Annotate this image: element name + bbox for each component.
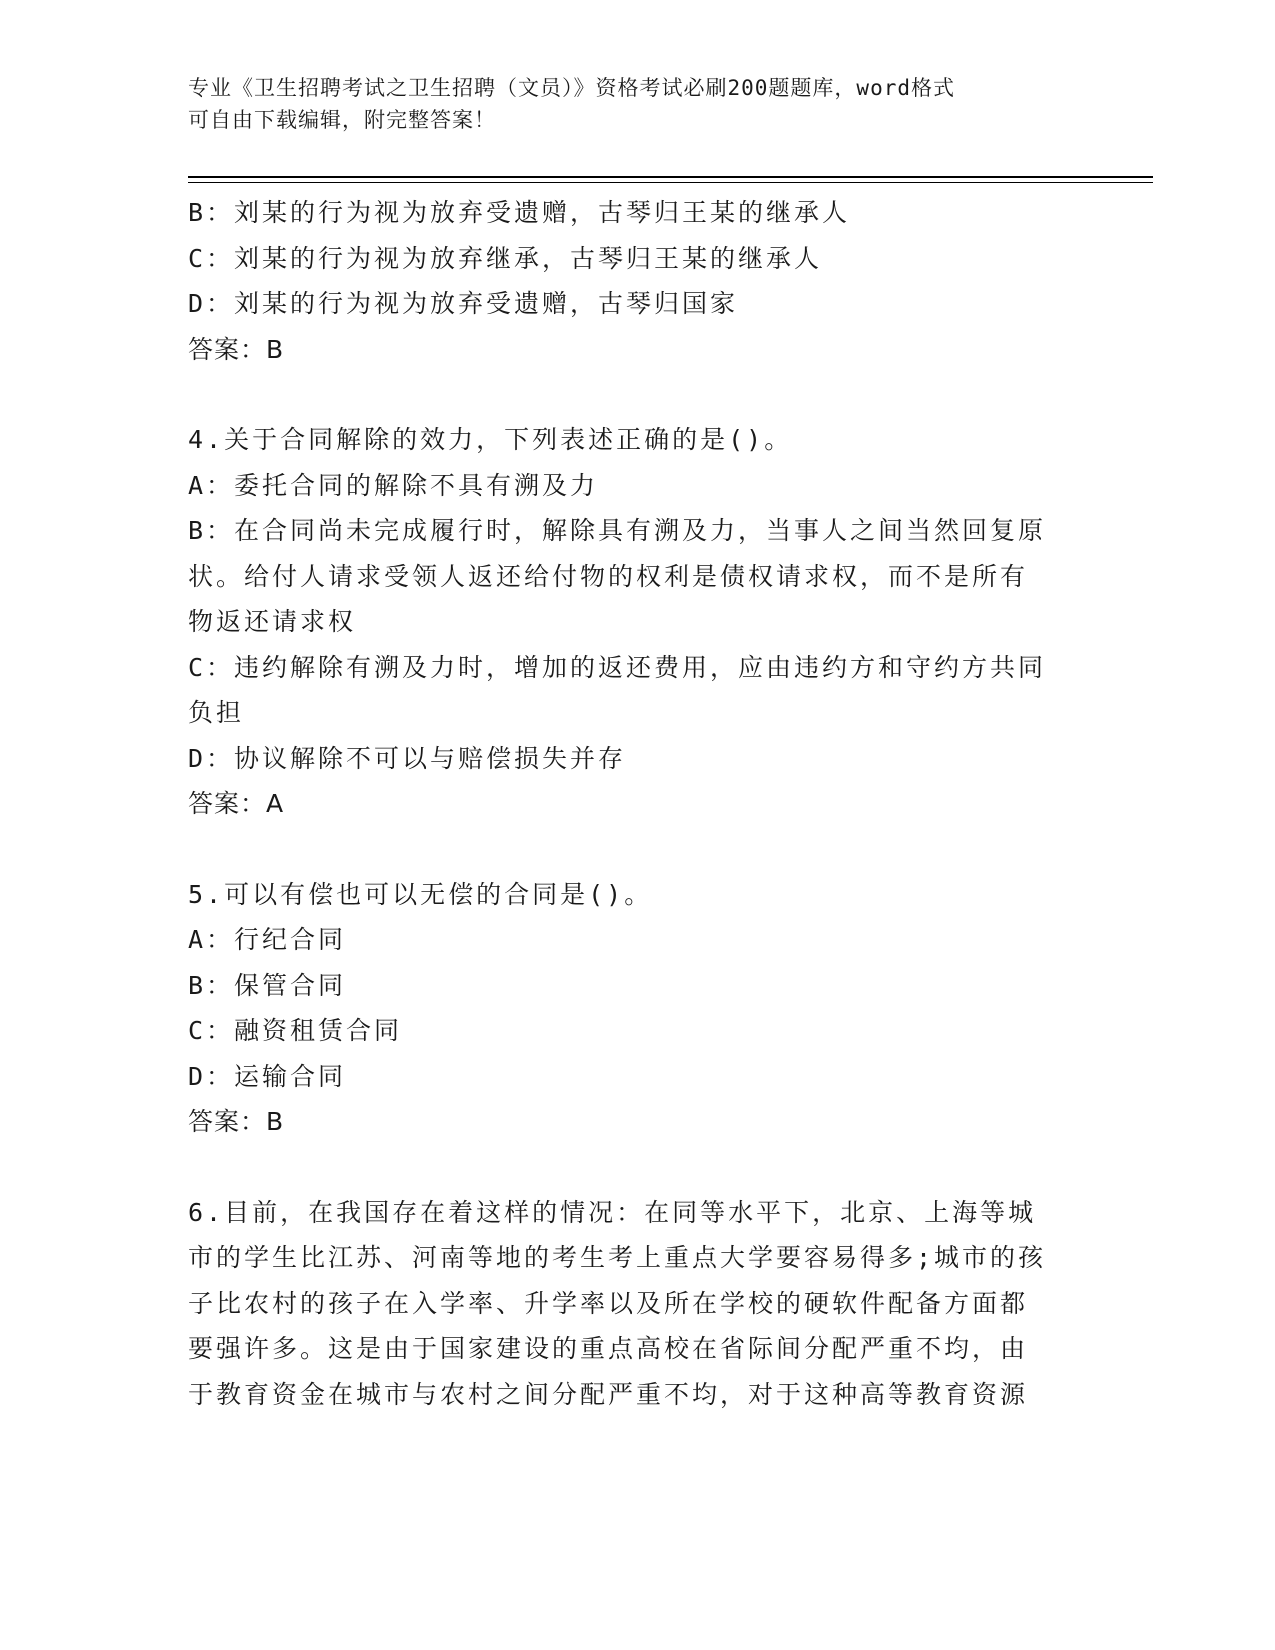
q4-question: 4.关于合同解除的效力，下列表述正确的是()。 — [188, 425, 793, 454]
q6-question-line-4: 要强许多。这是由于国家建设的重点高校在省际间分配严重不均，由 — [188, 1334, 1029, 1363]
q4-option-d: D：协议解除不可以与赔偿损失并存 — [188, 743, 627, 773]
header-title-line-2: 可自由下载编辑，附完整答案！ — [188, 108, 496, 132]
q4-option-a: A：委托合同的解除不具有溯及力 — [188, 470, 599, 500]
q5-answer: 答案：B — [188, 1107, 285, 1136]
q6-question-line-2: 市的学生比江苏、河南等地的考生考上重点大学要容易得多;城市的孩 — [188, 1243, 1047, 1272]
q6-question-line-3: 子比农村的孩子在入学率、升学率以及所在学校的硬软件配备方面都 — [188, 1288, 1029, 1318]
q3-option-c: C：刘某的行为视为放弃继承，古琴归王某的继承人 — [188, 243, 823, 273]
q4-option-c-line-2: 负担 — [188, 698, 245, 727]
q5-option-d: D：运输合同 — [188, 1061, 347, 1091]
q3-option-d: D：刘某的行为视为放弃受遗赠，古琴归国家 — [188, 289, 739, 318]
q5-option-a: A：行纪合同 — [188, 925, 347, 954]
spacer — [188, 372, 1088, 417]
q4-option-b-line-2: 状。给付人请求受领人返还给付物的权利是债权请求权，而不是所有 — [188, 561, 1029, 591]
q4-option-b-line-1: B：在合同尚未完成履行时，解除具有溯及力，当事人之间当然回复原 — [188, 516, 1047, 545]
q5-question: 5.可以有偿也可以无偿的合同是()。 — [188, 879, 653, 909]
document-body — [188, 190, 1088, 1417]
header-divider-thin — [188, 182, 1153, 183]
spacer — [188, 827, 1088, 872]
q6-question-line-1: 6.目前，在我国存在着这样的情况：在同等水平下，北京、上海等城 — [188, 1197, 1037, 1227]
q4-option-c-line-1: C：违约解除有溯及力时，增加的返还费用，应由违约方和守约方共同 — [188, 652, 1047, 682]
spacer — [188, 1145, 1088, 1190]
q5-option-c: C：融资租赁合同 — [188, 1016, 403, 1045]
q4-option-b-line-3: 物返还请求权 — [188, 607, 357, 636]
q5-option-b: B：保管合同 — [188, 970, 347, 1000]
question-6-block — [188, 1190, 1088, 1418]
document-header — [188, 72, 1088, 136]
header-title-line-1: 专业《卫生招聘考试之卫生招聘（文员）》资格考试必刷200题题库，word格式 — [188, 76, 955, 100]
question-3-block — [188, 190, 1088, 372]
question-4-block — [188, 417, 1088, 827]
q4-answer: 答案：A — [188, 789, 285, 818]
header-divider-thick — [188, 176, 1153, 178]
question-5-block — [188, 872, 1088, 1145]
q3-option-b: B：刘某的行为视为放弃受遗赠，古琴归王某的继承人 — [188, 198, 851, 227]
q3-answer: 答案：B — [188, 334, 285, 364]
q6-question-line-5: 于教育资金在城市与农村之间分配严重不均，对于这种高等教育资源 — [188, 1379, 1029, 1409]
